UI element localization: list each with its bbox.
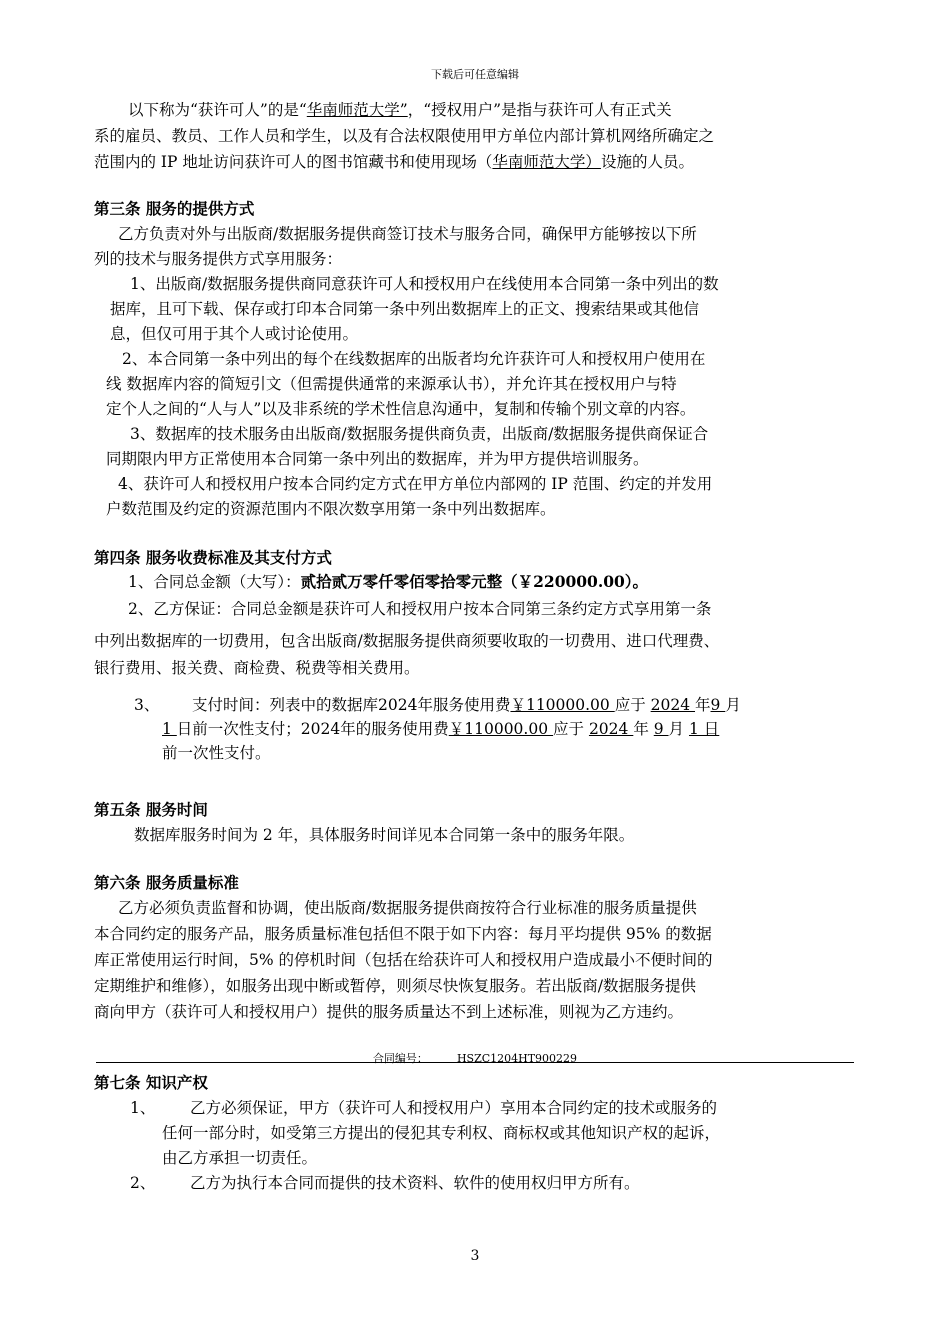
article-3-item-3: 3、数据库的技术服务由出版商/数据服务提供商负责，出版商/数据服务提供商保证合 [130,425,709,443]
contract-number-line [0,1050,950,1066]
article-4-item-3-line-2 [162,717,719,741]
article-3-item-1: 息，但仅可用于其个人或讨论使用。 [110,325,359,343]
article-4-item-3-line-3: 前一次性支付。 [162,744,271,762]
total-amount-label: 1、合同总金额（大写）： [128,573,301,591]
article-3-item-2: 2、本合同第一条中列出的每个在线数据库的出版者均允许获许可人和授权用户使用在 [122,350,706,368]
payment-text: 年 [695,696,711,714]
payment-text: 年 [633,720,654,738]
intro-line-1 [128,98,672,122]
intro-text: 范围内的 IP 地址访问获许可人的图书馆藏书和使用现场（ [94,153,493,171]
payment-amount: ￥110000.00 [510,696,615,714]
article-7-item-1: 由乙方承担一切责任。 [162,1149,318,1167]
article-6-paragraph: 商向甲方（获许可人和授权用户）提供的服务质量达不到上述标准，则视为乙方违约。 [94,1003,684,1021]
article-3-item-4: 4、获许可人和授权用户按本合同约定方式在甲方单位内部网的 IP 范围、约定的并发用 [118,475,713,493]
page-header: 下载后可任意编辑 [431,68,519,81]
intro-line-3 [94,150,694,174]
payment-text: 月 [725,696,741,714]
article-7-item-1: 任何一部分时，如受第三方提出的侵犯其专利权、商标权或其他知识产权的起诉， [162,1124,721,1142]
article-3-item-2: 定个人之间的“人与人”以及非系统的学术性信息沟通中，复制和传输个别文章的内容。 [106,400,696,418]
article-4-item-3-line-1 [192,693,741,717]
article-6-paragraph: 定期维护和维修），如服务出现中断或暂停，则须尽快恢复服务。若出版商/数据服务提供 [94,977,696,995]
intro-line-2: 系的雇员、教员、工作人员和学生，以及有合法权限使用甲方单位内部计算机网络所确定之 [94,127,715,145]
article-3-item-2: 线 数据库内容的简短引文（但需提供通常的来源承认书），并允许其在授权用户与特 [106,375,677,393]
article-4-item-2: 中列出数据库的一切费用，包含出版商/数据服务提供商须要收取的一切费用、进口代理费、 [94,632,720,650]
article-4-item-2: 2、乙方保证：合同总金额是获许可人和授权用户按本合同第三条约定方式享用第一条 [128,600,712,618]
payment-text: 支付时间：列表中的数据库2024年服务使用费 [192,696,511,714]
article-7-title: 第七条 知识产权 [94,1073,208,1092]
payment-year: 2024 [650,696,696,714]
article-7-item-2-number: 2、 [130,1174,156,1192]
payment-month: 9 [653,720,669,738]
article-7-item-2: 乙方为执行本合同而提供的技术资料、软件的使用权归甲方所有。 [190,1174,640,1192]
payment-year: 2024 [588,720,634,738]
article-3-item-4: 户数范围及约定的资源范围内不限次数享用第一条中列出数据库。 [106,500,556,518]
article-7-item-1-number: 1、 [130,1099,156,1117]
payment-day: 1 [162,720,177,738]
article-3-paragraph: 乙方负责对外与出版商/数据服务提供商签订技术与服务合同，确保甲方能够按以下所 [118,225,697,243]
intro-text: 设施的人员。 [600,153,694,171]
intro-text: ，“授权用户”是指与获许可人有正式关 [407,101,672,119]
intro-text: 以下称为“获许可人”的是“ [128,101,307,119]
article-6-title: 第六条 服务质量标准 [94,873,239,892]
payment-amount: ￥110000.00 [448,720,553,738]
total-amount-value: 贰拾贰万零仟零佰零拾零元整（￥220000.00）。 [300,572,649,591]
payment-month: 9 [710,696,726,714]
payment-text: 应于 [614,696,651,714]
payment-text: 应于 [553,720,589,738]
contract-number-label: 合同编号： [372,1052,428,1065]
page-number: 3 [470,1248,480,1264]
article-7-item-1: 乙方必须保证，甲方（获许可人和授权用户）享用本合同约定的技术或服务的 [190,1099,718,1117]
article-4-item-1 [128,570,648,594]
separator-line [96,1062,854,1063]
article-3-paragraph: 列的技术与服务提供方式享用服务： [94,250,343,268]
article-3-item-1: 据库，且可下载、保存或打印本合同第一条中列出数据库上的正文、搜索结果或其他信 [110,300,700,318]
article-4-title: 第四条 服务收费标准及其支付方式 [94,548,332,567]
payment-day: 1 日 [688,720,720,738]
payment-text: 月 [668,720,689,738]
payment-text: 日前一次性支付；2024年的服务使用费 [176,720,449,738]
article-5-paragraph: 数据库服务时间为 2 年，具体服务时间详见本合同第一条中的服务年限。 [134,826,635,844]
article-4-item-3-number: 3、 [134,696,160,714]
article-3-item-3: 同期限内甲方正常使用本合同第一条中列出的数据库，并为甲方提供培训服务。 [106,450,649,468]
licensee-name: 华南师范大学” [306,101,408,119]
article-6-paragraph: 乙方必须负责监督和协调，使出版商/数据服务提供商按符合行业标准的服务质量提供 [118,899,697,917]
article-6-paragraph: 库正常使用运行时间，5% 的停机时间（包括在给获许可人和授权用户造成最小不便时间的 [94,951,713,969]
article-4-item-2: 银行费用、报关费、商检费、税费等相关费用。 [94,659,420,677]
article-3-item-1: 1、出版商/数据服务提供商同意获许可人和授权用户在线使用本合同第一条中列出的数 [130,275,719,293]
contract-number-value: HSZC1204HT900229 [456,1052,578,1065]
article-3-title: 第三条 服务的提供方式 [94,199,255,218]
article-5-title: 第五条 服务时间 [94,800,208,819]
article-6-paragraph: 本合同约定的服务产品，服务质量标准包括但不限于如下内容：每月平均提供 95% 的数据 [94,925,712,943]
licensee-name: 华南师范大学） [492,153,601,171]
